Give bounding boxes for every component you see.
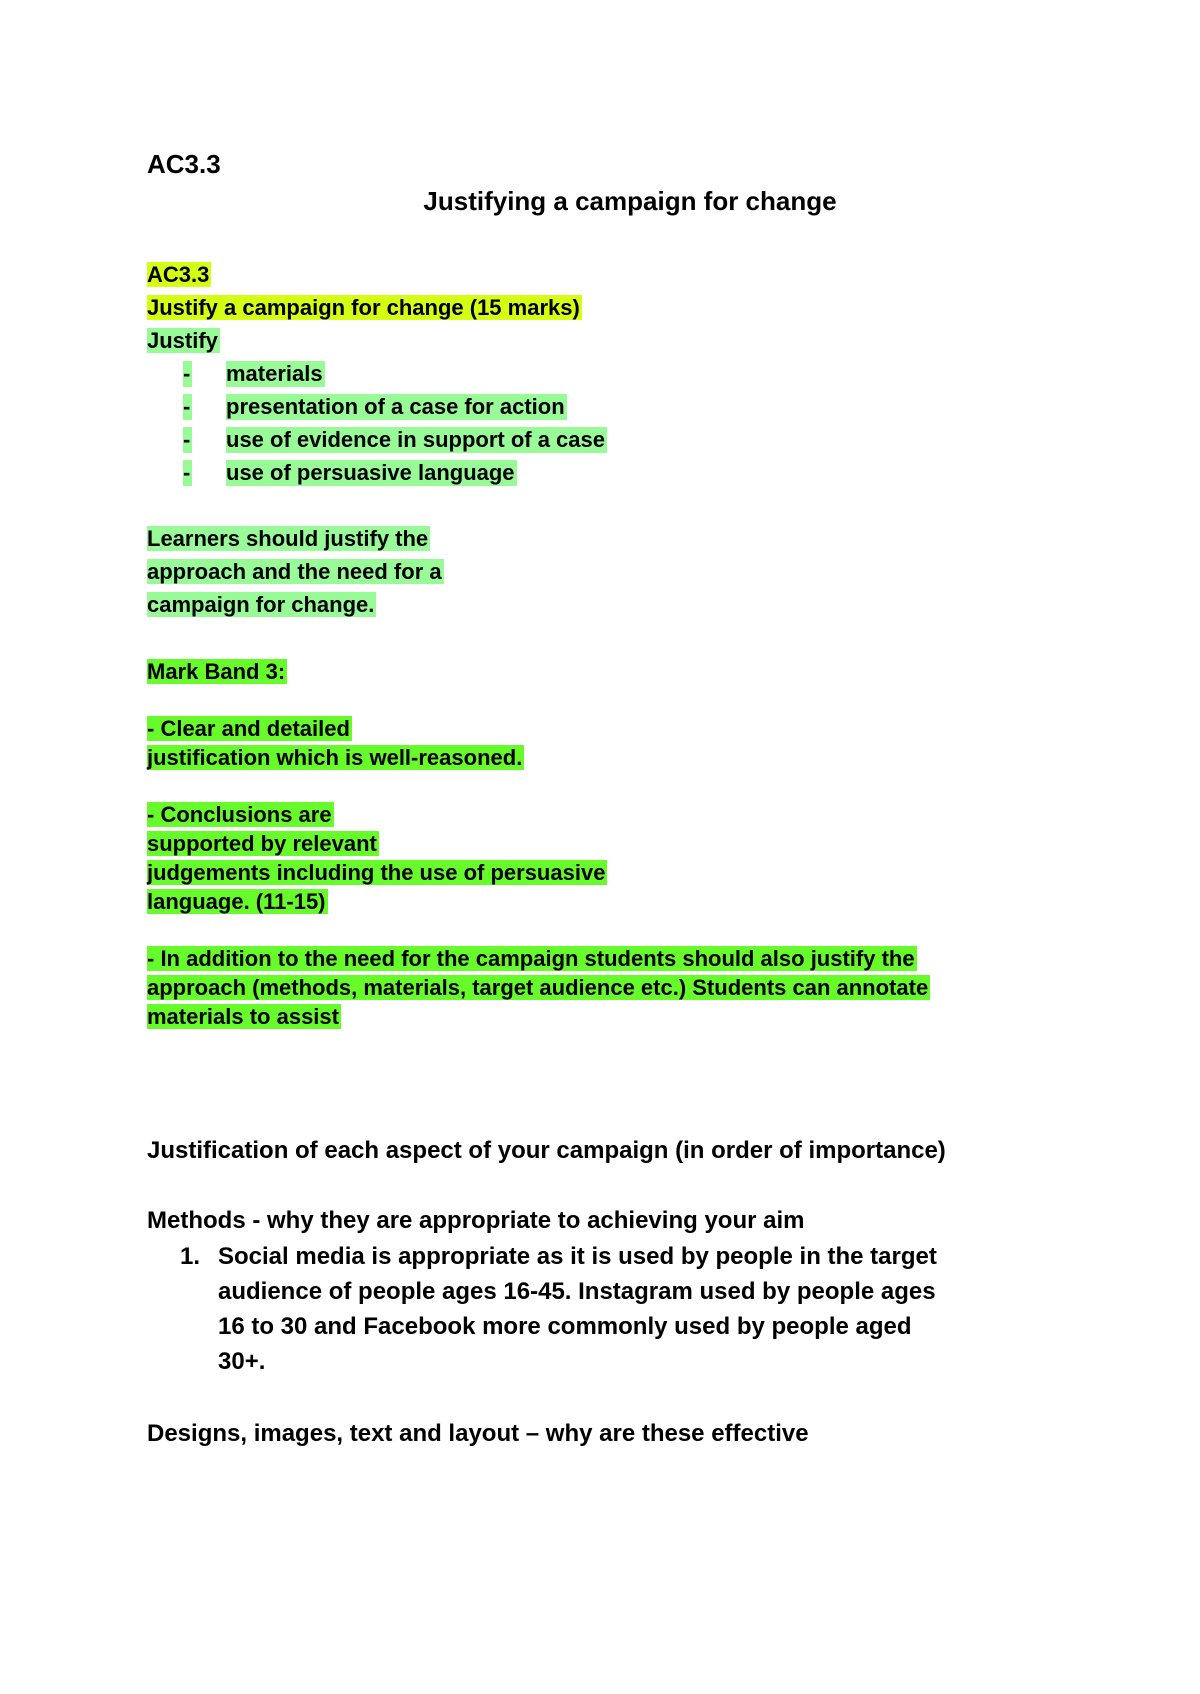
justify-label: Justify bbox=[147, 328, 218, 353]
mark-band-heading: Mark Band 3: bbox=[147, 659, 286, 684]
band-line: language. (11-15) bbox=[147, 889, 326, 914]
header-code: AC3.3 bbox=[147, 149, 221, 179]
list-number: 1. bbox=[180, 1243, 201, 1270]
guidance-line: campaign for change. bbox=[147, 592, 375, 617]
list-item-line: audience of people ages 16-45. Instagram used by people ages bbox=[218, 1278, 936, 1305]
methods-heading: Methods - why they are appropriate to achieving your aim bbox=[147, 1207, 805, 1234]
list-item-line: 16 to 30 and Facebook more commonly used by people aged bbox=[218, 1313, 912, 1340]
guidance-line: approach and the need for a bbox=[147, 559, 442, 584]
band-line: judgements including the use of persuasive bbox=[147, 860, 606, 885]
band-line: - Clear and detailed bbox=[147, 716, 350, 741]
criteria-code: AC3.3 bbox=[147, 262, 210, 287]
section-heading: Justification of each aspect of your campaign (in order of importance) bbox=[147, 1137, 946, 1164]
band-line: materials to assist bbox=[147, 1004, 339, 1029]
designs-heading: Designs, images, text and layout – why are these effective bbox=[147, 1420, 809, 1447]
band-line: approach (methods, materials, target audience etc.) Students can annotate bbox=[147, 975, 929, 1000]
list-item-line: 30+. bbox=[218, 1348, 266, 1375]
band-line: - Conclusions are bbox=[147, 802, 332, 827]
document-page: AC3.3 Justifying a campaign for change AC3.3 Justify a campaign for change (15 marks) Justify - materials - presentation of a case for action - use of evidence in support of a case - use of persuasive language Learners should justify the approach and the need for a campaign for change. Mark Band 3: - Clear and detailed justification which is well-reasoned. - Conclusions are supported by relevant judgements including the use of persuasive language. (11-15) - In addition to the need for the campaign students should also justify the approach (methods, materials, target audience etc.) Students can annotate materials to assist Justification of each aspect of your campaign (in order of importance) Methods - why they are appropriate to achieving your aim 1. Social media is appropriate as it is used by people in the target audience of people ages 16-45. Instagram used by people ages 16 to 30 and Facebook more commonly used by people aged 30+. Designs, images, text and layout – why are these effective bbox=[0, 0, 1200, 1694]
band-line: justification which is well-reasoned. bbox=[147, 745, 523, 770]
document-title: Justifying a campaign for change bbox=[423, 186, 837, 216]
band-line: supported by relevant bbox=[147, 831, 377, 856]
guidance-line: Learners should justify the bbox=[147, 526, 429, 551]
band-line: - In addition to the need for the campaign students should also justify the bbox=[147, 946, 915, 971]
criteria-task: Justify a campaign for change (15 marks) bbox=[147, 295, 580, 320]
list-item-line: Social media is appropriate as it is used by people in the target bbox=[218, 1243, 937, 1270]
